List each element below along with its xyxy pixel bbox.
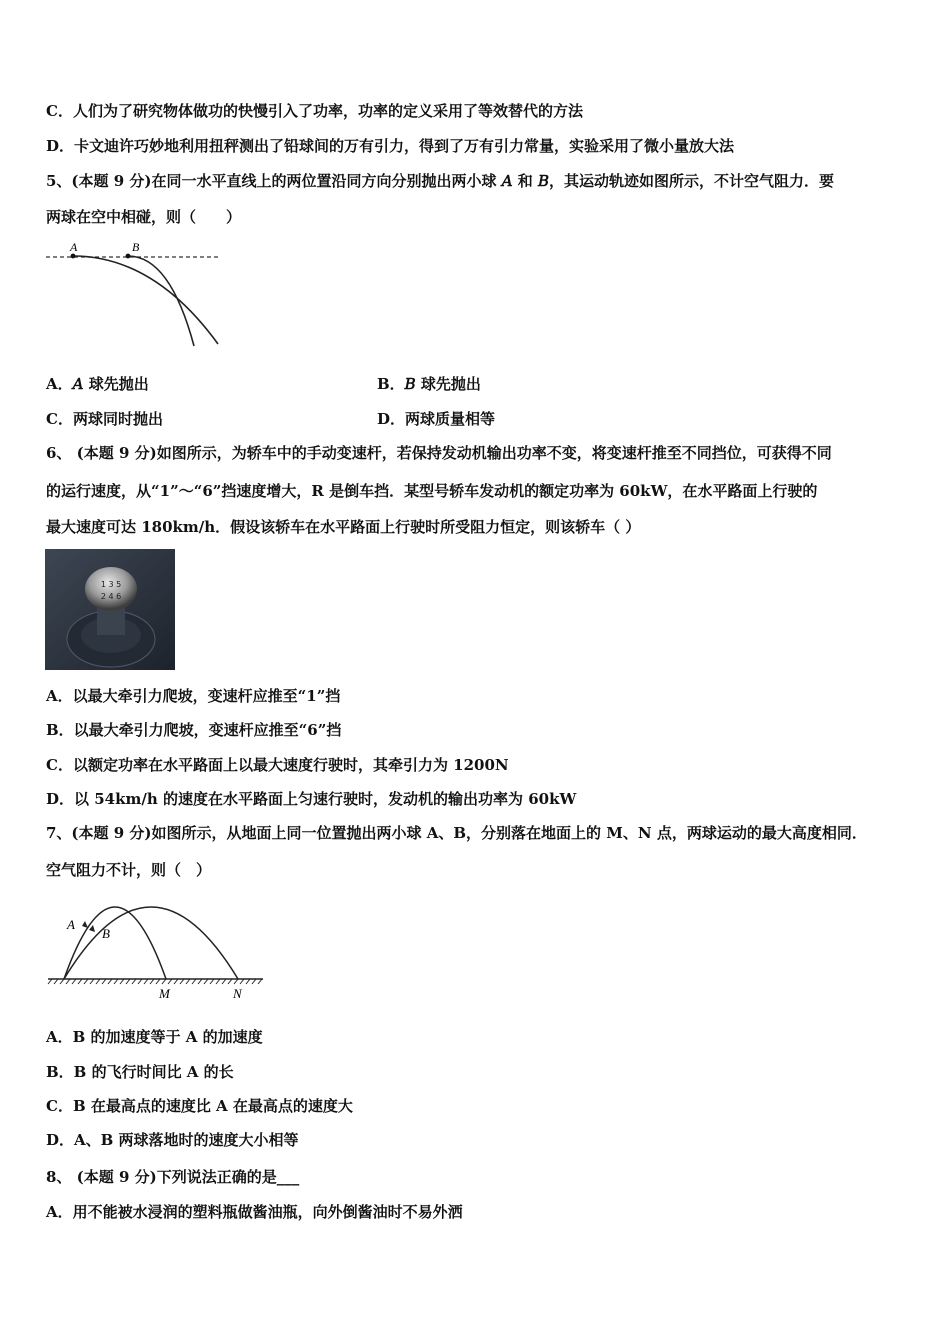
q8-stem: 8、 (本题 9 分)下列说法正确的是___ xyxy=(46,1168,300,1186)
q7-label-m: M xyxy=(159,986,170,1001)
q7-option-a: A．B 的加速度等于 A 的加速度 xyxy=(46,1028,263,1046)
q5-option-c: C．两球同时抛出 xyxy=(46,410,163,428)
q6-gear-knob-photo xyxy=(45,549,175,670)
q6-knob-row2: 2 4 6 xyxy=(100,592,122,601)
q6-knob-row1: 1 3 5 xyxy=(100,580,122,589)
q5-trajectory-figure xyxy=(44,238,224,350)
q6-option-c: C．以额定功率在水平路面上以最大速度行驶时，其牵引力为 1200N xyxy=(46,756,509,774)
q6-option-b: B．以最大牵引力爬坡，变速杆应推至“6”挡 xyxy=(46,721,342,739)
q4-option-d: D．卡文迪许巧妙地利用扭秤测出了铅球间的万有引力，得到了万有引力常量，实验采用了微小量放大法 xyxy=(46,137,735,155)
q5-label-b: B xyxy=(132,240,140,254)
q7-option-c: C．B 在最高点的速度比 A 在最高点的速度大 xyxy=(46,1097,353,1115)
q7-projectile-figure xyxy=(44,895,266,1007)
q6-option-a: A．以最大牵引力爬坡，变速杆应推至“1”挡 xyxy=(46,687,341,705)
q7-option-b: B．B 的飞行时间比 A 的长 xyxy=(46,1063,234,1081)
q6-stem-line3: 最大速度可达 180km/h．假设该轿车在水平路面上行驶时所受阻力恒定，则该轿车（ ） xyxy=(46,518,641,536)
q6-stem-line1: 6、 (本题 9 分)如图所示，为轿车中的手动变速杆，若保持发动机输出功率不变，将变速杆推至不同挡位，可获得不同 xyxy=(46,444,832,462)
q5-stem-line2: 两球在空中相碰，则（ ） xyxy=(46,208,242,226)
q4-option-c: C．人们为了研究物体做功的快慢引入了功率，功率的定义采用了等效替代的方法 xyxy=(46,102,583,120)
q6-stem-line2: 的运行速度，从“1”～“6”挡速度增大，R 是倒车挡．某型号轿车发动机的额定功率为 60kW，在水平路面上行驶的 xyxy=(46,482,818,500)
q7-stem-line1: 7、(本题 9 分)如图所示，从地面上同一位置抛出两小球 A、B，分别落在地面上的 M、N 点，两球运动的最大高度相同． xyxy=(46,824,867,842)
q5-option-b: B．𝐵 球先抛出 xyxy=(377,375,481,393)
q6-option-d: D．以 54km/h 的速度在水平路面上匀速行驶时，发动机的输出功率为 60kW xyxy=(46,790,577,808)
q5-label-a: A xyxy=(70,240,78,254)
q5-option-d: D．两球质量相等 xyxy=(377,410,496,428)
q7-stem-line2: 空气阻力不计，则（ ） xyxy=(46,861,212,879)
q7-option-d: D．A、B 两球落地时的速度大小相等 xyxy=(46,1131,299,1149)
q7-label-n: N xyxy=(233,986,242,1001)
q5-stem-line1: 5、(本题 9 分)在同一水平直线上的两位置沿同方向分别抛出两小球 𝐴 和 𝐵，其运动轨迹如图所示，不计空气阻力．要 xyxy=(46,172,835,190)
q8-option-a: A．用不能被水浸润的塑料瓶做酱油瓶，向外倒酱油时不易外洒 xyxy=(46,1203,463,1221)
q7-label-b: B xyxy=(102,926,110,941)
q7-label-a: A xyxy=(67,917,75,932)
q5-option-a: A．𝐴 球先抛出 xyxy=(46,375,149,393)
